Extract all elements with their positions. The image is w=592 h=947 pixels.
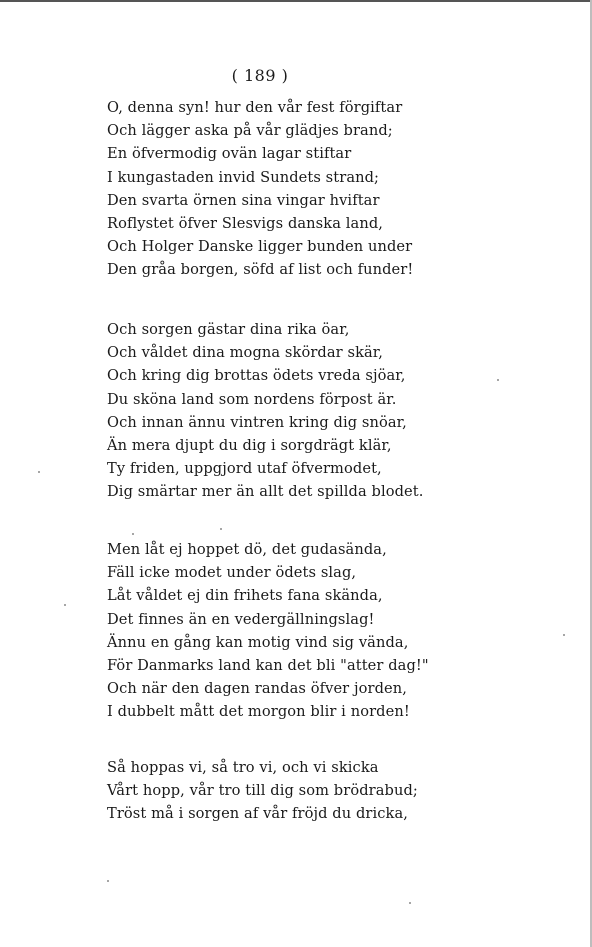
stanza-4 bbox=[107, 756, 418, 826]
verse-line: Men låt ej hoppet dö, det gudasända, bbox=[107, 541, 387, 558]
verse-line: Och kring dig brottas ödets vreda sjöar, bbox=[107, 367, 406, 385]
verse-line: O, denna syn! hur den vår fest förgiftar bbox=[107, 99, 403, 116]
paper-speck bbox=[107, 880, 109, 882]
verse-line: Roflystet öfver Slesvigs danska land, bbox=[107, 214, 383, 232]
paper-speck bbox=[132, 533, 134, 535]
paper-speck bbox=[497, 379, 499, 381]
verse-line: Än mera djupt du dig i sorgdrägt klär, bbox=[107, 436, 392, 454]
verse-line: Låt våldet ej din frihets fana skända, bbox=[107, 587, 383, 605]
verse-line: I kungastaden invid Sundets strand; bbox=[107, 168, 380, 186]
verse-line: Och när den dagen randas öfver jorden, bbox=[107, 680, 408, 698]
verse-line: Fäll icke modet under ödets slag, bbox=[107, 564, 357, 582]
verse-line: För Danmarks land kan det bli "atter dag!" bbox=[107, 656, 429, 674]
verse-line: Och lägger aska på vår glädjes brand; bbox=[107, 122, 393, 140]
top-edge-rule bbox=[0, 0, 592, 2]
verse-line: Ännu en gång kan motig vind sig vända, bbox=[107, 633, 409, 651]
verse-line: Det finnes än en vedergällningslag! bbox=[107, 610, 375, 628]
paper-speck bbox=[38, 471, 40, 473]
verse-line: Ty friden, uppgjord utaf öfvermodet, bbox=[107, 460, 382, 478]
paper-speck bbox=[220, 528, 222, 530]
verse-line: Och innan ännu vintren kring dig snöar, bbox=[107, 413, 407, 431]
verse-line: Du sköna land som nordens förpost är. bbox=[107, 390, 397, 408]
paper-speck bbox=[64, 604, 66, 606]
verse-line: Dig smärtar mer än allt det spillda blodet. bbox=[107, 483, 424, 501]
verse-line: Så hoppas vi, så tro vi, och vi skicka bbox=[107, 759, 379, 776]
stanza-1 bbox=[107, 96, 413, 282]
stanza-2 bbox=[107, 318, 423, 504]
paper-speck bbox=[563, 634, 565, 636]
verse-line: En öfvermodig ovän lagar stiftar bbox=[107, 145, 352, 163]
verse-line: Den gråa borgen, söfd af list och funder! bbox=[107, 261, 414, 279]
page-number: ( 189 ) bbox=[231, 66, 289, 85]
verse-line: I dubbelt mått det morgon blir i norden! bbox=[107, 703, 410, 721]
verse-line: Den svarta örnen sina vingar hviftar bbox=[107, 191, 380, 209]
verse-line: Och sorgen gästar dina rika öar, bbox=[107, 321, 350, 338]
verse-line: Vårt hopp, vår tro till dig som brödrabud; bbox=[107, 782, 418, 800]
paper-speck bbox=[409, 902, 411, 904]
verse-line: Tröst må i sorgen af vår fröjd du dricka, bbox=[107, 805, 409, 823]
verse-line: Och våldet dina mogna skördar skär, bbox=[107, 344, 384, 362]
verse-line: Och Holger Danske ligger bunden under bbox=[107, 238, 413, 256]
stanza-3 bbox=[107, 538, 429, 724]
